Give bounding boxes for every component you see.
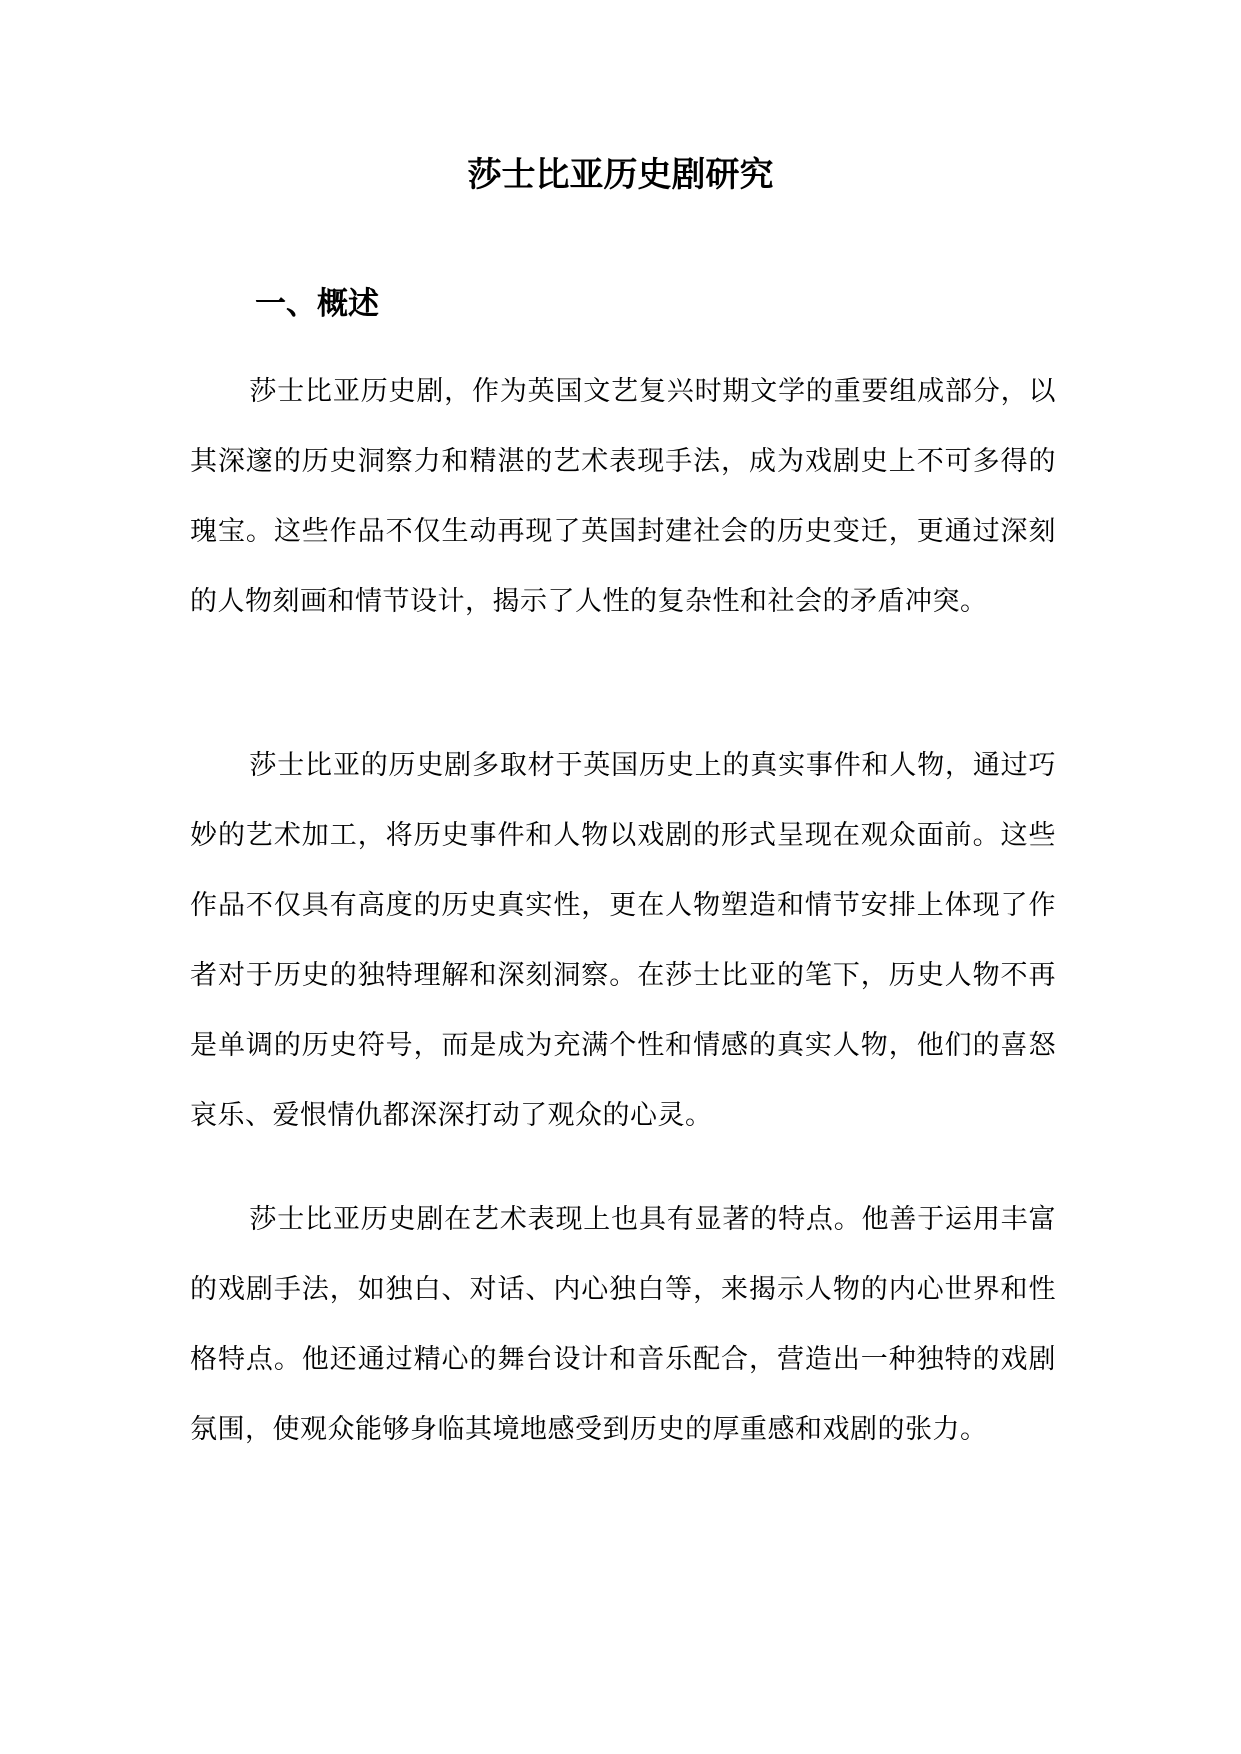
paragraph-3: 莎士比亚历史剧在艺术表现上也具有显著的特点。他善于运用丰富的戏剧手法，如独白、对话、内心独白等，来揭示人物的内心世界和性格特点。他还通过精心的舞台设计和音乐配合，营造出一种独特的戏剧氛围，使观众能够身临其境地感受到历史的厚重感和戏剧的张力。 [190,1204,1056,1445]
paragraph-2: 莎士比亚的历史剧多取材于英国历史上的真实事件和人物，通过巧妙的艺术加工，将历史事件和人物以戏剧的形式呈现在观众面前。这些作品不仅具有高度的历史真实性，更在人物塑造和情节安排上体现了作者对于历史的独特理解和深刻洞察。在莎士比亚的笔下，历史人物不再是单调的历史符号，而是成为充满个性和情感的真实人物，他们的喜怒哀乐、爱恨情仇都深深打动了观众的心灵。 [190,750,1056,1131]
section-heading: 一、概述 [255,286,379,322]
paragraph-1: 莎士比亚历史剧，作为英国文艺复兴时期文学的重要组成部分，以其深邃的历史洞察力和精湛的艺术表现手法，成为戏剧史上不可多得的瑰宝。这些作品不仅生动再现了英国封建社会的历史变迁，更通过深刻的人物刻画和情节设计，揭示了人性的复杂性和社会的矛盾冲突。 [190,376,1056,617]
paragraph-block-1 [190,357,1056,637]
paragraph-block-3 [190,1185,1056,1465]
document-title: 莎士比亚历史剧研究 [467,155,774,195]
paragraph-block-2 [190,731,1056,1151]
